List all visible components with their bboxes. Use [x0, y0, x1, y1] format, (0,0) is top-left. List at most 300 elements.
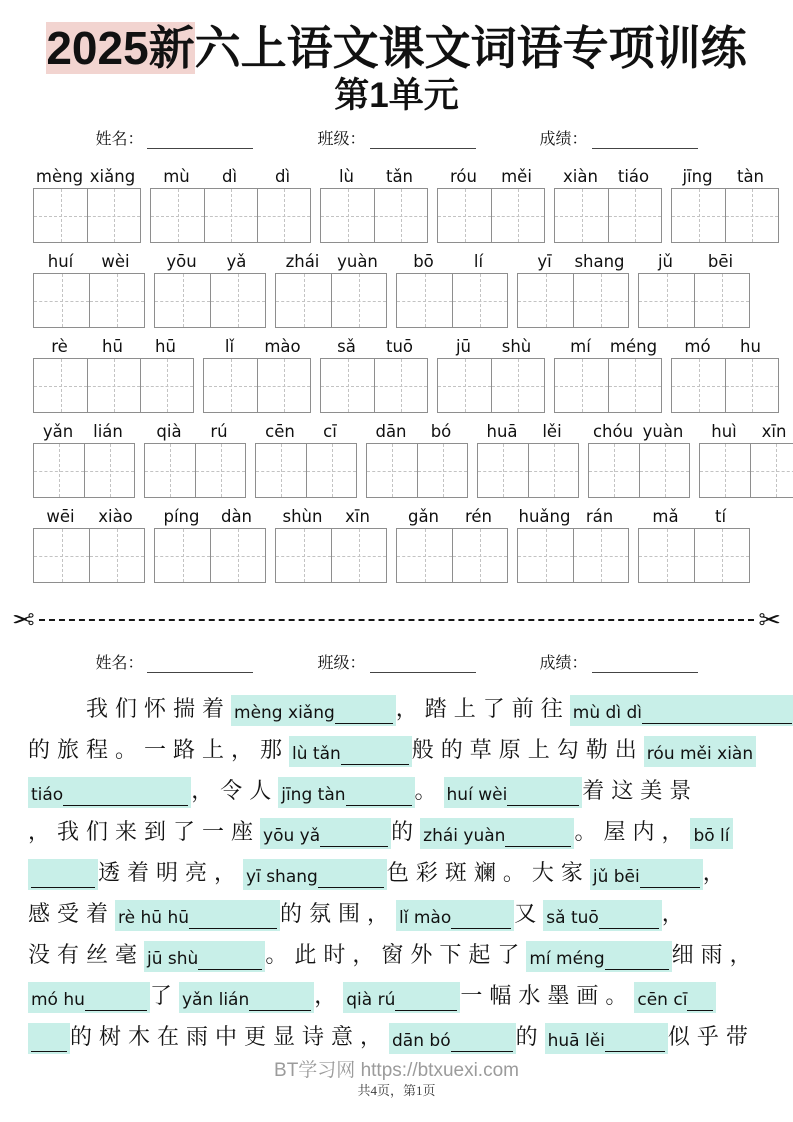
writing-box	[555, 189, 608, 242]
blank-pinyin-hint: mó hu	[31, 990, 85, 1011]
pinyin-word-group	[638, 247, 750, 328]
pinyin-syllable: huā	[486, 422, 518, 441]
blank-underline	[189, 915, 277, 929]
pinyin-cloze-blank	[278, 777, 414, 808]
pinyin-syllable: dì	[221, 167, 238, 186]
pinyin-syllable: bō	[413, 252, 434, 271]
pinyin-cloze-blank	[28, 982, 150, 1013]
page-indicator: 共4页，第1页	[357, 1083, 436, 1098]
pinyin-syllable: lǐ	[224, 337, 235, 356]
writing-box	[725, 189, 778, 242]
pinyin-syllable: bó	[430, 422, 452, 441]
pinyin-syllable: hu	[740, 337, 761, 356]
blank-pinyin-hint: tiáo	[31, 785, 64, 806]
pinyin-cloze-blank	[260, 818, 391, 849]
writing-box	[608, 189, 661, 242]
section2-fields	[0, 651, 793, 673]
name-label: 姓名：	[95, 655, 144, 672]
blank-underline	[605, 956, 669, 970]
pinyin-word-group	[437, 162, 545, 243]
writing-box	[87, 359, 140, 412]
writing-box	[89, 274, 144, 327]
pinyin-syllable: lù	[338, 167, 355, 186]
blank-underline	[599, 915, 659, 929]
grid-row	[33, 162, 793, 243]
pinyin-cloze-blank	[526, 941, 671, 972]
passage-text: 似乎带	[667, 1024, 755, 1049]
blank-pinyin-hint: sǎ tuō	[546, 908, 599, 929]
pinyin-syllable: lí	[473, 252, 484, 271]
score-field	[540, 127, 698, 149]
writing-box	[528, 444, 578, 497]
passage-text: 般的草原上勾勒出	[411, 737, 644, 762]
cut-divider	[12, 605, 781, 635]
pinyin-cloze-blank	[115, 900, 280, 931]
writing-box	[555, 359, 608, 412]
passage-text: 的旅程。一路上，那	[28, 737, 290, 762]
blank-underline	[335, 710, 393, 724]
class-blank-line	[370, 655, 476, 673]
writing-box	[608, 359, 661, 412]
score-label: 成绩：	[539, 655, 588, 672]
blank-underline	[31, 1038, 67, 1052]
blank-underline	[85, 997, 147, 1011]
pinyin-syllable: xiào	[98, 507, 133, 526]
passage-text: 透着明亮，	[98, 860, 244, 885]
pinyin-syllable: mù	[163, 167, 190, 186]
pinyin-syllable: rán	[585, 507, 614, 526]
pinyin-word-group	[154, 502, 266, 583]
passage-text: ，	[702, 860, 732, 885]
pinyin-grid	[33, 162, 793, 583]
blank-pinyin-hint: jīng tàn	[281, 785, 346, 806]
pinyin-syllable: cēn	[265, 422, 295, 441]
pinyin-cloze-blank	[570, 695, 793, 726]
dashed-cut-line	[39, 619, 755, 621]
writing-box	[374, 359, 427, 412]
score-blank-line	[592, 131, 698, 149]
passage-text: 我们怀揣着	[28, 696, 232, 721]
writing-box	[321, 189, 374, 242]
name-label: 姓名：	[95, 131, 144, 148]
writing-box	[276, 274, 331, 327]
passage-text: 了	[149, 983, 179, 1008]
pinyin-syllable: mí	[570, 337, 591, 356]
passage-line	[28, 688, 767, 729]
pinyin-word-group	[33, 502, 145, 583]
pinyin-syllable: gǎn	[407, 507, 440, 526]
blank-pinyin-hint: jū shù	[147, 949, 199, 970]
passage-line	[28, 729, 767, 770]
writing-box	[34, 444, 84, 497]
writing-box	[155, 274, 210, 327]
pinyin-syllable: xiàn	[563, 167, 598, 186]
passage-text: 。	[414, 778, 444, 803]
pinyin-syllable: píng	[163, 507, 200, 526]
pinyin-word-group	[671, 162, 779, 243]
blank-underline	[642, 710, 792, 724]
writing-box	[321, 359, 374, 412]
pinyin-word-group	[33, 417, 135, 498]
blank-pinyin-hint: jǔ bēi	[592, 867, 640, 888]
pinyin-word-group	[144, 417, 246, 498]
pinyin-syllable: huǎng	[518, 507, 571, 526]
pinyin-word-group	[517, 502, 629, 583]
writing-box	[397, 529, 452, 582]
name-blank-line	[147, 655, 253, 673]
score-field	[540, 651, 698, 673]
site-credit: BT学习网 https://btxuexi.com	[274, 1060, 519, 1081]
pinyin-word-group	[275, 247, 387, 328]
pinyin-cloze-blank	[144, 941, 265, 972]
passage-text: 着这美景	[582, 778, 699, 803]
blank-pinyin-hint: lù tǎn	[292, 744, 341, 765]
writing-box	[452, 274, 507, 327]
writing-box	[639, 529, 694, 582]
writing-box	[331, 274, 386, 327]
writing-box	[725, 359, 778, 412]
pinyin-syllable: cī	[323, 422, 337, 441]
pinyin-cloze-blank	[545, 1023, 668, 1054]
pinyin-word-group	[320, 162, 428, 243]
pinyin-cloze-blank	[634, 982, 716, 1013]
pinyin-syllable: shang	[574, 252, 625, 271]
writing-box	[257, 189, 310, 242]
writing-box	[145, 444, 195, 497]
pinyin-syllable: qià	[156, 422, 182, 441]
pinyin-syllable: sǎ	[337, 337, 356, 356]
passage-text: 的树木在雨中更显诗意，	[70, 1024, 390, 1049]
pinyin-word-group	[554, 162, 662, 243]
blank-pinyin-hint: huí wèi	[446, 785, 508, 806]
passage-text: ，踏上了前往	[395, 696, 570, 721]
pinyin-syllable: hū	[155, 337, 176, 356]
writing-box	[151, 189, 204, 242]
pinyin-syllable: dàn	[220, 507, 253, 526]
writing-box	[210, 529, 265, 582]
pinyin-cloze-blank	[396, 900, 514, 931]
blank-pinyin-hint: yōu yǎ	[263, 826, 321, 847]
footer	[0, 1060, 793, 1099]
pinyin-syllable: jǔ	[657, 252, 674, 271]
score-blank-line	[592, 655, 698, 673]
grid-row	[33, 502, 793, 583]
pinyin-cloze-blank	[389, 1023, 516, 1054]
blank-pinyin-hint: yǎn lián	[181, 990, 250, 1011]
pinyin-syllable: jīng	[682, 167, 713, 186]
pinyin-syllable: méng	[609, 337, 658, 356]
blank-underline	[451, 915, 511, 929]
class-label: 班级：	[317, 655, 366, 672]
pinyin-cloze-blank	[420, 818, 574, 849]
pinyin-cloze-blank	[179, 982, 314, 1013]
passage-text: 。屋内，	[574, 819, 691, 844]
writing-box	[34, 274, 89, 327]
pinyin-syllable: měi	[501, 167, 532, 186]
passage-text: ，	[661, 901, 691, 926]
blank-underline	[341, 751, 409, 765]
name-field	[95, 127, 253, 149]
pinyin-cloze-blank	[231, 695, 396, 726]
blank-underline	[198, 956, 262, 970]
pinyin-word-group	[275, 502, 387, 583]
section1-fields	[0, 127, 793, 149]
writing-box	[417, 444, 467, 497]
pinyin-syllable: jū	[455, 337, 472, 356]
writing-box	[491, 359, 544, 412]
passage-text: 的氛围，	[280, 901, 397, 926]
pinyin-cloze-blank	[343, 982, 460, 1013]
score-label: 成绩：	[539, 131, 588, 148]
writing-box	[452, 529, 507, 582]
pinyin-syllable: róu	[450, 167, 477, 186]
pinyin-cloze-blank	[243, 859, 387, 890]
grid-row	[33, 417, 793, 498]
pinyin-cloze-blank	[28, 777, 191, 808]
blank-pinyin-hint: lǐ mào	[399, 908, 452, 929]
scissors-left-icon: ✂	[12, 604, 35, 636]
blank-underline	[320, 833, 388, 847]
blank-underline	[505, 833, 571, 847]
pinyin-word-group	[154, 247, 266, 328]
writing-box	[694, 274, 749, 327]
writing-box	[89, 529, 144, 582]
blank-pinyin-hint: mù dì dì	[572, 703, 642, 724]
pinyin-word-group	[203, 332, 311, 413]
blank-underline	[346, 792, 412, 806]
passage-text: 一幅水墨画。	[460, 983, 635, 1008]
passage-line	[28, 893, 767, 934]
pinyin-word-group	[320, 332, 428, 413]
blank-pinyin-hint: cēn cī	[637, 990, 688, 1011]
pinyin-syllable: zhái	[285, 252, 320, 271]
pinyin-syllable: shù	[501, 337, 532, 356]
writing-box	[639, 444, 689, 497]
grid-row	[33, 332, 793, 413]
pinyin-syllable: tàn	[736, 167, 765, 186]
blank-pinyin-hint: qià rú	[346, 990, 396, 1011]
writing-box	[700, 444, 750, 497]
pinyin-syllable: dān	[375, 422, 407, 441]
pinyin-syllable: xīn	[761, 422, 787, 441]
blank-pinyin-hint: mí méng	[529, 949, 605, 970]
writing-box	[589, 444, 639, 497]
pinyin-word-group	[33, 247, 145, 328]
pinyin-word-group	[477, 417, 579, 498]
pinyin-syllable: chóu	[592, 422, 634, 441]
pinyin-syllable: dì	[274, 167, 291, 186]
pinyin-word-group	[366, 417, 468, 498]
pinyin-syllable: tǎn	[385, 167, 414, 186]
pinyin-syllable: wèi	[101, 252, 130, 271]
writing-box	[195, 444, 245, 497]
class-blank-line	[370, 131, 476, 149]
pinyin-word-group	[437, 332, 545, 413]
pinyin-word-group	[255, 417, 357, 498]
writing-box	[374, 189, 427, 242]
passage-line	[28, 1016, 767, 1057]
title-highlight: 2025新	[46, 22, 195, 74]
blank-underline	[63, 792, 188, 806]
blank-pinyin-hint: zhái yuàn	[423, 826, 506, 847]
pinyin-word-group	[396, 247, 508, 328]
passage-line	[28, 852, 767, 893]
writing-box	[204, 359, 257, 412]
passage-text: 细雨，	[671, 942, 759, 967]
pinyin-syllable: rú	[210, 422, 228, 441]
blank-underline	[451, 1038, 513, 1052]
pinyin-syllable: mǎ	[652, 507, 679, 526]
class-field	[317, 651, 475, 673]
pinyin-word-group	[588, 417, 690, 498]
passage-text: 又	[514, 901, 544, 926]
passage-text: 感受着	[28, 901, 116, 926]
writing-box	[140, 359, 193, 412]
writing-box	[478, 444, 528, 497]
writing-box	[87, 189, 140, 242]
pinyin-syllable: yǎ	[226, 252, 247, 271]
passage-line	[28, 975, 767, 1016]
pinyin-syllable: huì	[711, 422, 737, 441]
blank-pinyin-hint: dān bó	[392, 1031, 451, 1052]
pinyin-word-group	[554, 332, 662, 413]
pinyin-cloze-blank	[690, 818, 732, 849]
writing-box	[155, 529, 210, 582]
pinyin-word-group	[517, 247, 629, 328]
writing-box	[491, 189, 544, 242]
pinyin-syllable: lián	[93, 422, 123, 441]
class-field	[317, 127, 475, 149]
pinyin-cloze-blank	[28, 859, 98, 890]
writing-box	[573, 274, 628, 327]
passage-line	[28, 770, 767, 811]
writing-box	[276, 529, 331, 582]
writing-box	[438, 189, 491, 242]
pinyin-word-group	[150, 162, 311, 243]
blank-underline	[395, 997, 457, 1011]
pinyin-syllable: yī	[537, 252, 552, 271]
passage-text: ，	[314, 983, 344, 1008]
name-blank-line	[147, 131, 253, 149]
passage-text: ，我们来到了一座	[28, 819, 261, 844]
writing-box	[518, 529, 573, 582]
passage-text: 。此时，窗外下起了	[265, 942, 527, 967]
writing-box	[367, 444, 417, 497]
blank-pinyin-hint: huā lěi	[547, 1031, 605, 1052]
writing-box	[694, 529, 749, 582]
pinyin-cloze-blank	[289, 736, 412, 767]
passage-line	[28, 934, 767, 975]
pinyin-syllable: yuàn	[337, 252, 378, 271]
pinyin-cloze-blank	[28, 1023, 70, 1054]
pinyin-syllable: mào	[264, 337, 301, 356]
writing-box	[84, 444, 134, 497]
pinyin-syllable: rè	[51, 337, 68, 356]
pinyin-cloze-blank	[644, 736, 756, 767]
pinyin-cloze-blank	[590, 859, 703, 890]
passage-text: 没有丝毫	[28, 942, 145, 967]
pinyin-syllable: shùn	[282, 507, 323, 526]
blank-underline	[318, 874, 384, 888]
writing-box	[750, 444, 793, 497]
passage-text: ，令人	[191, 778, 279, 803]
writing-box	[672, 359, 725, 412]
blank-pinyin-hint: yī shang	[246, 867, 318, 888]
writing-box	[672, 189, 725, 242]
pinyin-syllable: yǎn	[42, 422, 74, 441]
pinyin-cloze-blank	[444, 777, 583, 808]
pinyin-syllable: rén	[464, 507, 493, 526]
pinyin-cloze-blank	[543, 900, 662, 931]
pinyin-word-group	[396, 502, 508, 583]
writing-box	[34, 359, 87, 412]
pinyin-syllable: hū	[102, 337, 123, 356]
title-rest: 六上语文课文词语专项训练	[194, 22, 747, 74]
writing-box	[34, 529, 89, 582]
name-field	[95, 651, 253, 673]
unit-subtitle: 第1单元	[334, 76, 459, 115]
pinyin-word-group	[699, 417, 793, 498]
passage-text: 的	[391, 819, 421, 844]
passage-line	[28, 811, 767, 852]
pinyin-syllable: yuàn	[642, 422, 684, 441]
writing-box	[438, 359, 491, 412]
pinyin-syllable: wēi	[46, 507, 75, 526]
writing-box	[210, 274, 265, 327]
blank-underline	[507, 792, 579, 806]
pinyin-syllable: lěi	[542, 422, 562, 441]
pinyin-word-group	[638, 502, 750, 583]
blank-underline	[249, 997, 311, 1011]
passage	[28, 688, 767, 1057]
blank-pinyin-hint: rè hū hū	[118, 908, 189, 929]
writing-box	[518, 274, 573, 327]
grid-row	[33, 247, 793, 328]
pinyin-syllable: tiáo	[617, 167, 650, 186]
class-label: 班级：	[317, 131, 366, 148]
pinyin-syllable: tuō	[385, 337, 414, 356]
pinyin-syllable: bēi	[707, 252, 734, 271]
pinyin-word-group	[33, 332, 194, 413]
passage-text: 的	[515, 1024, 545, 1049]
blank-pinyin-hint: bō lí	[693, 826, 730, 847]
pinyin-word-group	[671, 332, 779, 413]
writing-box	[204, 189, 257, 242]
writing-box	[639, 274, 694, 327]
pinyin-syllable: mó	[684, 337, 711, 356]
pinyin-syllable: huí	[47, 252, 74, 271]
passage-text: 色彩斑斓。大家	[386, 860, 590, 885]
blank-underline	[687, 997, 713, 1011]
pinyin-syllable: xīn	[345, 507, 370, 526]
writing-box	[256, 444, 306, 497]
writing-box	[257, 359, 310, 412]
writing-box	[331, 529, 386, 582]
writing-box	[573, 529, 628, 582]
pinyin-syllable: yōu	[166, 252, 197, 271]
blank-pinyin-hint: róu měi xiàn	[646, 744, 754, 765]
writing-box	[306, 444, 356, 497]
blank-underline	[605, 1038, 665, 1052]
pinyin-syllable: xiǎng	[89, 167, 136, 186]
blank-underline	[31, 874, 95, 888]
blank-underline	[640, 874, 700, 888]
blank-pinyin-hint: mèng xiǎng	[234, 703, 335, 724]
writing-box	[397, 274, 452, 327]
main-title	[0, 22, 793, 74]
writing-box	[34, 189, 87, 242]
pinyin-word-group	[33, 162, 141, 243]
